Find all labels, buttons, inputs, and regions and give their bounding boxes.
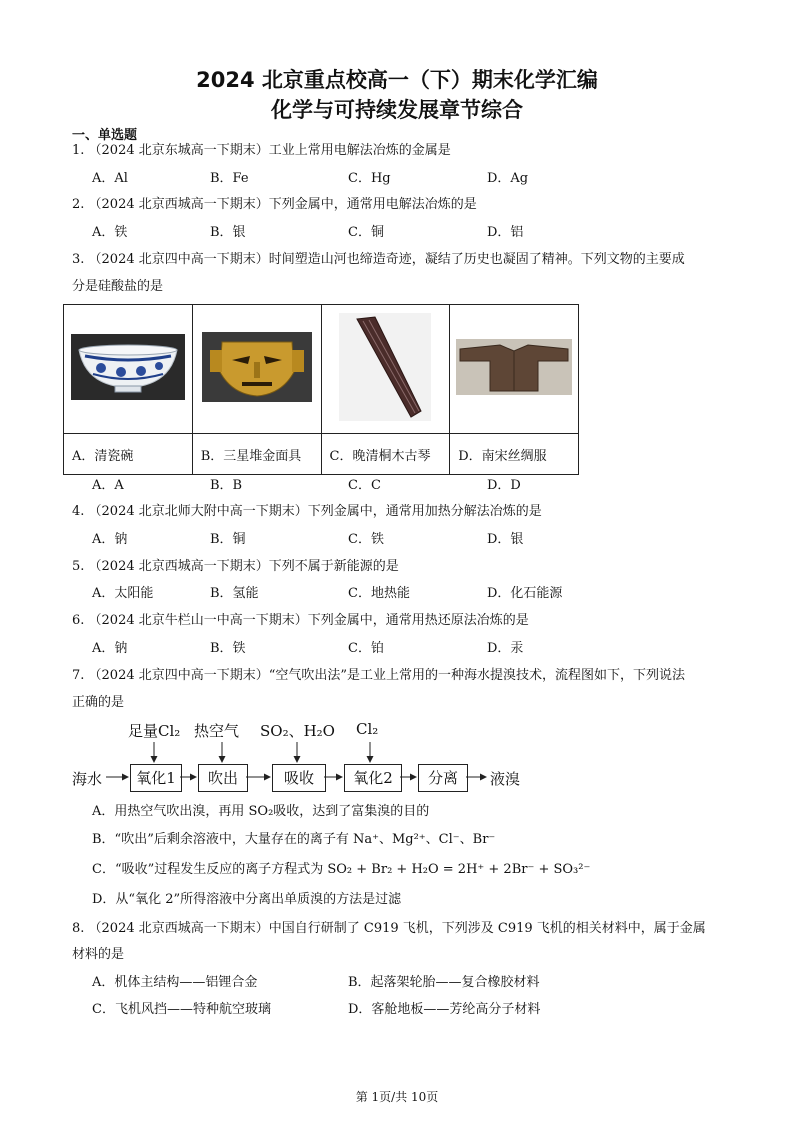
caption-b: B．三星堆金面具 <box>192 434 321 475</box>
q8-stem-line1: 8. （2024 北京西城高一下期末）中国自行研制了 C919 飞机，下列涉及 C919 飞机的相关材料中，属于金属 <box>72 921 706 936</box>
porcelain-bowl-image <box>64 305 193 434</box>
caption-c: C．晚清桐木古琴 <box>321 434 450 475</box>
q6-option-d: D．汞 <box>487 641 524 656</box>
q4-option-d: D．银 <box>487 532 524 547</box>
flow-input-2: 热空气 <box>194 722 240 740</box>
q8-option-a: A．机体主结构——铝锂合金 <box>92 975 258 990</box>
q7-option-b: B．“吹出”后剩余溶液中，大量存在的离子有 Na⁺、Mg²⁺、Cl⁻、Br⁻ <box>92 832 496 847</box>
q4-option-b: B．铜 <box>210 532 246 547</box>
flow-end: 液溴 <box>490 770 521 788</box>
q3-option-b: B．B <box>210 478 243 493</box>
q2-option-c: C．铜 <box>348 225 384 240</box>
flow-box-oxidation1: 氧化1 <box>130 764 182 792</box>
caption-d: D．南宋丝绸服 <box>450 434 579 475</box>
q2-option-d: D．铝 <box>487 225 524 240</box>
page-footer: 第 1页/共 10页 <box>355 1090 439 1104</box>
q1-option-d: D．Ag <box>487 171 529 186</box>
caption-a: A．清瓷碗 <box>64 434 193 475</box>
q6-stem: 6. （2024 北京牛栏山一中高一下期末）下列金属中，通常用热还原法冶炼的是 <box>72 613 529 628</box>
flow-box-absorb: 吸收 <box>272 764 326 792</box>
q1-option-c: C．Hg <box>348 171 391 186</box>
q5-option-c: C．地热能 <box>348 586 410 601</box>
q8-option-c: C．飞机风挡——特种航空玻璃 <box>92 1002 271 1017</box>
q6-option-b: B．铁 <box>210 641 246 656</box>
flow-start: 海水 <box>72 770 103 788</box>
page-subtitle: 化学与可持续发展章节综合 <box>271 98 523 122</box>
q7-option-c: C．“吸收”过程发生反应的离子方程式为 SO₂ + Br₂ + H₂O = 2H⁺ + 2Br⁻ + SO₃²⁻ <box>92 862 591 877</box>
q5-option-d: D．化石能源 <box>487 586 563 601</box>
q3-option-c: C．C <box>348 478 381 493</box>
q2-option-b: B．银 <box>210 225 246 240</box>
q2-stem: 2. （2024 北京西城高一下期末）下列金属中，通常用电解法冶炼的是 <box>72 197 477 212</box>
flow-input-3: SO₂、H₂O <box>260 722 335 740</box>
artifact-table <box>63 304 579 475</box>
q5-option-a: A．太阳能 <box>92 586 154 601</box>
flow-box-blowout: 吹出 <box>198 764 248 792</box>
q3-stem-line2: 分是硅酸盐的是 <box>72 279 164 294</box>
q7-stem-line2: 正确的是 <box>72 695 125 710</box>
q1-stem: 1. （2024 北京东城高一下期末）工业上常用电解法冶炼的金属是 <box>72 143 451 158</box>
q1-option-a: A．Al <box>92 171 128 186</box>
q3-stem-line1: 3. （2024 北京四中高一下期末）时间塑造山河也缔造奇迹，凝结了历史也凝固了精神。下列文物的主要成 <box>72 252 685 267</box>
bromine-flow-diagram <box>72 716 572 802</box>
q5-stem: 5. （2024 北京西城高一下期末）下列不属于新能源的是 <box>72 559 399 574</box>
q8-option-d: D．客舱地板——芳纶高分子材料 <box>348 1002 541 1017</box>
q5-option-b: B．氢能 <box>210 586 259 601</box>
q8-option-b: B．起落架轮胎——复合橡胶材料 <box>348 975 540 990</box>
gold-mask-image <box>192 305 321 434</box>
flow-box-separation: 分离 <box>418 764 468 792</box>
q1-option-b: B．Fe <box>210 171 249 186</box>
section-label: 一、单选题 <box>72 128 138 143</box>
q4-option-c: C．铁 <box>348 532 384 547</box>
q3-option-a: A．A <box>92 478 124 493</box>
q7-option-a: A．用热空气吹出溴，再用 SO₂吸收，达到了富集溴的目的 <box>92 804 430 819</box>
flow-box-oxidation2: 氧化2 <box>344 764 402 792</box>
q4-stem: 4. （2024 北京北师大附中高一下期末）下列金属中，通常用加热分解法冶炼的是 <box>72 504 542 519</box>
q7-option-d: D．从“氧化 2”所得溶液中分离出单质溴的方法是过滤 <box>92 892 402 907</box>
q6-option-c: C．铂 <box>348 641 384 656</box>
q6-option-a: A．钠 <box>92 641 128 656</box>
page-title: 2024 北京重点校高一（下）期末化学汇编 <box>196 68 598 92</box>
q8-stem-line2: 材料的是 <box>72 947 125 962</box>
flow-input-4: Cl₂ <box>356 720 379 738</box>
q2-option-a: A．铁 <box>92 225 128 240</box>
silk-garment-image <box>450 305 579 434</box>
q3-option-d: D．D <box>487 478 521 493</box>
q7-stem-line1: 7. （2024 北京四中高一下期末）“空气吹出法”是工业上常用的一种海水提溴技术，流程图如下，下列说法 <box>72 668 686 683</box>
flow-input-1: 足量Cl₂ <box>128 722 181 740</box>
guqin-image <box>321 305 450 434</box>
q4-option-a: A．钠 <box>92 532 128 547</box>
